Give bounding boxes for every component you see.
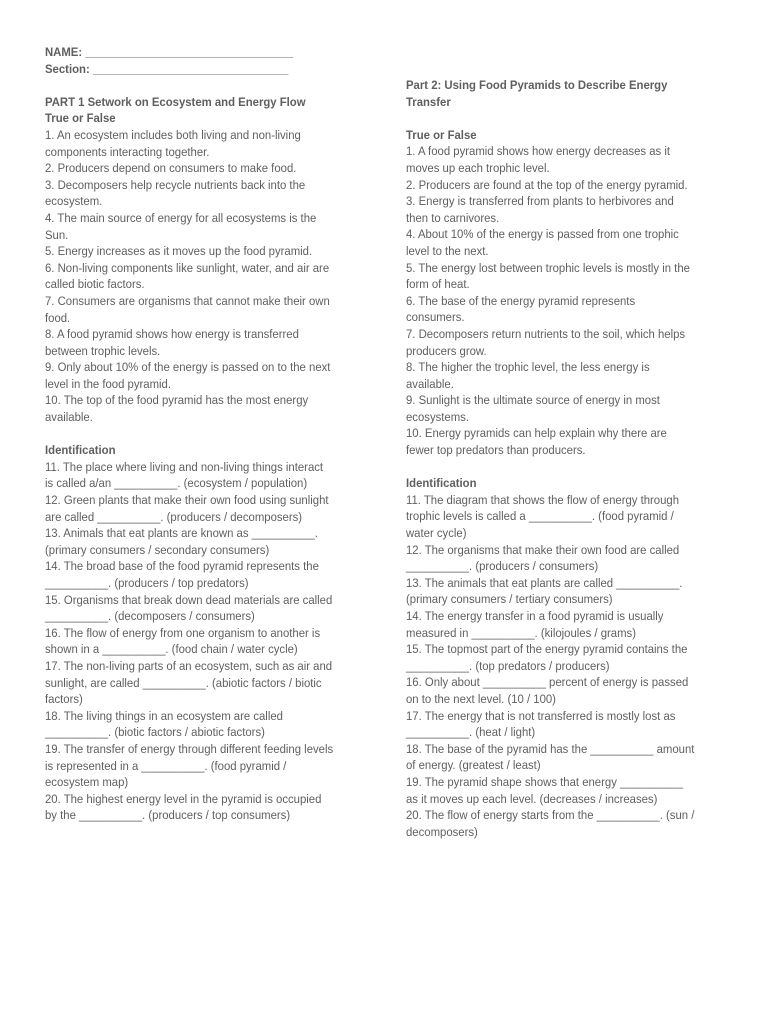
question-text-line: on to the next level. (10 / 100) — [406, 691, 556, 706]
question-text-line: 15. The topmost part of the energy pyramid contains the — [406, 642, 688, 657]
question-text-line: 14. The broad base of the food pyramid represents the — [45, 559, 319, 574]
part2-identification-list — [406, 492, 720, 840]
question-item — [406, 177, 720, 194]
question-text-line: 18. The living things in an ecosystem are called — [45, 708, 283, 723]
question-text-line: 20. The highest energy level in the pyramid is occupied — [45, 791, 322, 806]
question-text-line: __________. (biotic factors / abiotic factors) — [45, 725, 265, 740]
question-item — [406, 425, 720, 458]
question-text-line: 3. Decomposers help recycle nutrients back into the — [45, 177, 306, 192]
question-item — [406, 807, 720, 840]
question-text-line: 3. Energy is transferred from plants to herbivores and — [406, 194, 674, 209]
question-text-line: 5. The energy lost between trophic levels is mostly in the — [406, 260, 690, 275]
question-text-line: ecosystem map) — [45, 775, 129, 790]
question-text-line: 18. The base of the pyramid has the __________ amount — [406, 741, 695, 756]
question-item — [45, 658, 359, 708]
question-item — [406, 741, 720, 774]
question-item — [406, 326, 720, 359]
part1-identification-list — [45, 459, 359, 824]
question-item — [45, 160, 359, 177]
question-text-line: 19. The pyramid shape shows that energy __________ — [406, 774, 684, 789]
question-item — [406, 359, 720, 392]
question-item — [45, 791, 359, 824]
part2-true-false-list — [406, 143, 720, 458]
question-item — [406, 542, 720, 575]
question-text-line: 12. The organisms that make their own food are called — [406, 542, 680, 557]
question-item — [406, 392, 720, 425]
question-text-line: 9. Sunlight is the ultimate source of energy in most — [406, 393, 660, 408]
question-text-line: 16. Only about __________ percent of energy is passed — [406, 675, 689, 690]
question-text-line: ecosystems. — [406, 409, 469, 424]
question-text-line: 7. Consumers are organisms that cannot make their own — [45, 293, 330, 308]
question-text-line: water cycle) — [406, 526, 467, 541]
question-text-line: __________. (producers / consumers) — [406, 559, 599, 574]
question-text-line: 10. Energy pyramids can help explain why there are — [406, 426, 667, 441]
question-text-line: factors) — [45, 692, 83, 707]
left-column — [45, 44, 359, 824]
question-text-line: __________. (decomposers / consumers) — [45, 609, 255, 624]
question-text-line: 2. Producers depend on consumers to make food. — [45, 161, 297, 176]
question-text-line: sunlight, are called __________. (abiotic factors / biotic — [45, 675, 322, 690]
question-item — [406, 641, 720, 674]
question-text-line: 9. Only about 10% of the energy is passed on to the next — [45, 360, 331, 375]
question-item — [45, 741, 359, 791]
question-text-line: 7. Decomposers return nutrients to the soil, which helps — [406, 326, 686, 341]
question-text-line: (primary consumers / secondary consumers) — [45, 542, 270, 557]
question-item — [45, 210, 359, 243]
question-item — [406, 143, 720, 176]
question-text-line: food. — [45, 310, 71, 325]
question-text-line: 14. The energy transfer in a food pyramid is usually — [406, 609, 664, 623]
question-text-line: measured in __________. (kilojoules / grams) — [406, 625, 636, 640]
question-text-line: level to the next. — [406, 243, 489, 258]
question-item — [406, 193, 720, 226]
question-text-line: 19. The transfer of energy through different feeding levels — [45, 741, 334, 756]
part2-true-false-heading: True or False — [406, 127, 477, 142]
question-item — [45, 558, 359, 591]
part1-title: PART 1 Setwork on Ecosystem and Energy Flow — [45, 94, 306, 109]
question-item — [406, 575, 720, 608]
question-text-line: as it moves up each level. (decreases / increases) — [406, 791, 658, 806]
question-item — [406, 293, 720, 326]
question-text-line: 17. The non-living parts of an ecosystem, such as air and — [45, 658, 333, 673]
question-item — [45, 459, 359, 492]
question-text-line: trophic levels is called a __________. (food pyramid / — [406, 509, 674, 524]
question-text-line: 12. Green plants that make their own food using sunlight — [45, 493, 329, 508]
question-text-line: 4. The main source of energy for all ecosystems is the — [45, 210, 317, 225]
part1-true-false-heading: True or False — [45, 111, 116, 126]
question-text-line: between trophic levels. — [45, 343, 161, 358]
question-text-line: __________. (producers / top predators) — [45, 576, 249, 590]
question-text-line: then to carnivores. — [406, 210, 500, 225]
question-item — [45, 243, 359, 260]
question-item — [45, 326, 359, 359]
question-text-line: producers grow. — [406, 343, 487, 358]
question-text-line: is called a/an __________. (ecosystem / population) — [45, 476, 308, 491]
question-text-line: available. — [406, 376, 454, 391]
question-item — [45, 708, 359, 741]
question-text-line: (primary consumers / tertiary consumers) — [406, 592, 613, 607]
question-text-line: by the __________. (producers / top consumers) — [45, 808, 291, 823]
question-text-line: 11. The diagram that shows the flow of energy through — [406, 492, 680, 507]
question-item — [406, 492, 720, 542]
question-item — [406, 774, 720, 807]
question-item — [45, 492, 359, 525]
question-text-line: components interacting together. — [45, 144, 210, 159]
question-text-line: Sun. — [45, 227, 69, 242]
question-item — [406, 708, 720, 741]
question-text-line: 15. Organisms that break down dead materials are called — [45, 592, 333, 607]
question-text-line: 17. The energy that is not transferred is mostly lost as — [406, 708, 676, 723]
question-item — [406, 674, 720, 707]
part1-true-false-list — [45, 127, 359, 426]
part2-identification-heading: Identification — [406, 476, 477, 491]
question-text-line: consumers. — [406, 310, 465, 325]
question-text-line: shown in a __________. (food chain / water cycle) — [45, 642, 298, 657]
question-item — [406, 260, 720, 293]
question-item — [45, 392, 359, 425]
question-text-line: form of heat. — [406, 277, 470, 292]
question-text-line: of energy. (greatest / least) — [406, 758, 541, 773]
question-text-line: is represented in a __________. (food pyramid / — [45, 758, 287, 773]
question-text-line: 20. The flow of energy starts from the __________. (sun / — [406, 808, 695, 823]
question-text-line: level in the food pyramid. — [45, 376, 172, 391]
question-item — [45, 127, 359, 160]
question-text-line: ecosystem. — [45, 194, 103, 209]
question-item — [406, 608, 720, 641]
question-text-line: decomposers) — [406, 824, 478, 839]
name-field-line: NAME: _________________________________ — [45, 45, 294, 59]
question-text-line: 8. The higher the trophic level, the less energy is — [406, 360, 650, 375]
question-item — [45, 359, 359, 392]
question-text-line: 5. Energy increases as it moves up the food pyramid. — [45, 244, 313, 259]
question-text-line: are called __________. (producers / decomposers) — [45, 509, 303, 524]
question-text-line: 16. The flow of energy from one organism to another is — [45, 625, 321, 640]
question-text-line: 1. A food pyramid shows how energy decreases as it — [406, 144, 670, 159]
question-text-line: fewer top predators than producers. — [406, 443, 586, 458]
question-text-line: 13. The animals that eat plants are called __________. — [406, 575, 683, 590]
question-text-line: 1. An ecosystem includes both living and non-living — [45, 127, 301, 142]
question-text-line: 6. The base of the energy pyramid represents — [406, 293, 636, 308]
question-text-line: __________. (heat / light) — [406, 725, 536, 740]
question-item — [45, 525, 359, 558]
question-item — [45, 177, 359, 210]
section-field-line: Section: _______________________________ — [45, 61, 289, 76]
question-text-line: called biotic factors. — [45, 277, 145, 292]
question-text-line: available. — [45, 410, 93, 425]
question-item — [406, 226, 720, 259]
part2-title-line-1: Part 2: Using Food Pyramids to Describe Energy — [406, 78, 668, 92]
question-text-line: moves up each trophic level. — [406, 160, 550, 175]
question-item — [45, 260, 359, 293]
question-text-line: 13. Animals that eat plants are known as __________. — [45, 526, 318, 541]
question-item — [45, 293, 359, 326]
question-item — [45, 592, 359, 625]
right-column — [406, 77, 720, 840]
question-text-line: 11. The place where living and non-living things interact — [45, 459, 324, 474]
part1-identification-heading: Identification — [45, 443, 116, 458]
question-text-line: 6. Non-living components like sunlight, water, and air are — [45, 260, 330, 275]
question-item — [45, 625, 359, 658]
question-text-line: __________. (top predators / producers) — [406, 658, 610, 673]
part2-title-line-2: Transfer — [406, 94, 451, 109]
question-text-line: 10. The top of the food pyramid has the most energy — [45, 393, 309, 408]
question-text-line: 4. About 10% of the energy is passed from one trophic — [406, 227, 679, 242]
question-text-line: 2. Producers are found at the top of the energy pyramid. — [406, 177, 688, 192]
question-text-line: 8. A food pyramid shows how energy is transferred — [45, 327, 299, 342]
